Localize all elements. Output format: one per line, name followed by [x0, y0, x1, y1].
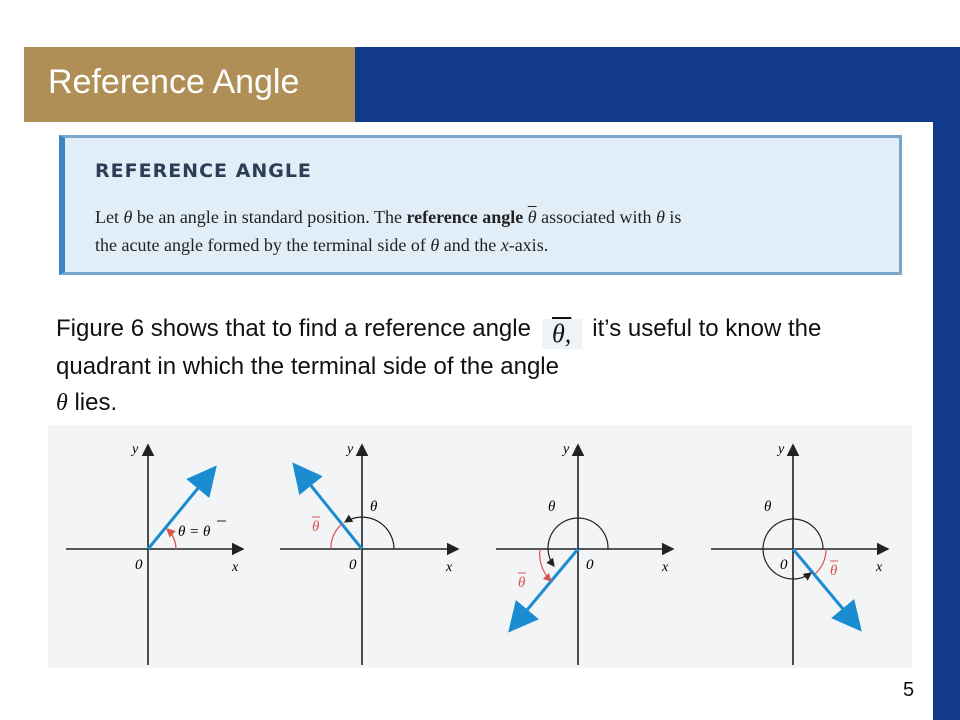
panel-quadrant-4	[711, 442, 888, 665]
x-label: x	[232, 560, 239, 575]
def-text-part: and the	[439, 235, 501, 255]
body-text-part: it’s useful to know the quadrant in which the terminal side of the angle	[56, 315, 822, 380]
reference-arc	[540, 549, 551, 581]
reference-arc	[815, 549, 826, 574]
y-label: y	[347, 442, 354, 457]
x-variable: x	[500, 235, 509, 255]
theta-symbol: θ	[430, 235, 440, 255]
def-text-part: -axis.	[508, 235, 549, 255]
definition-text	[95, 203, 885, 259]
ref-theta-label: θ	[518, 575, 526, 591]
term-reference-angle: reference angle	[406, 207, 524, 227]
def-text-part: be an angle in standard position. The	[132, 207, 407, 227]
reference-arc	[331, 524, 342, 549]
theta-symbol: θ	[123, 207, 133, 227]
terminal-side	[296, 467, 362, 549]
page-number: 5	[903, 679, 915, 701]
def-text-part: associated with	[536, 207, 657, 227]
figure-6	[48, 425, 912, 668]
panel-quadrant-2	[280, 442, 458, 665]
terminal-side	[793, 549, 858, 627]
reference-arc	[167, 529, 176, 549]
slide-title: Reference Angle	[48, 63, 300, 101]
theta-label: θ	[548, 499, 556, 515]
body-paragraph	[56, 311, 916, 421]
theta-symbol: θ	[656, 207, 665, 227]
origin-label: 0	[349, 557, 357, 573]
theta-bar-inline-image: θ,	[542, 319, 582, 349]
def-text-part: the acute angle formed by the terminal side of	[95, 235, 431, 255]
definition-heading: REFERENCE ANGLE	[95, 160, 312, 182]
x-label: x	[876, 560, 883, 575]
theta-bar-symbol: $\overline{\theta}$	[527, 207, 537, 227]
y-label: y	[563, 442, 570, 457]
body-text-part: Figure 6 shows that to find a reference angle	[56, 315, 531, 342]
right-accent-strip	[933, 122, 960, 720]
def-text-part: Let	[95, 207, 124, 227]
y-label: y	[132, 442, 139, 457]
panel-quadrant-1	[66, 442, 243, 665]
origin-label: 0	[135, 557, 143, 573]
theta-arc	[345, 517, 394, 549]
theta-label: θ	[370, 499, 378, 515]
quadrant-diagrams	[48, 425, 912, 668]
body-text-part: lies.	[74, 389, 118, 416]
ref-theta-label: θ	[830, 563, 838, 579]
x-label: x	[662, 560, 669, 575]
origin-label: 0	[586, 557, 594, 573]
origin-label: 0	[780, 557, 788, 573]
def-text-part: is	[664, 207, 682, 227]
ref-theta-label: θ	[312, 519, 320, 535]
theta-symbol: θ	[56, 390, 68, 416]
panel-quadrant-3	[496, 442, 673, 665]
x-label: x	[446, 560, 453, 575]
theta-label: θ	[764, 499, 772, 515]
y-label: y	[778, 442, 785, 457]
theta-equals-ref-label: θ = θ	[178, 524, 211, 540]
